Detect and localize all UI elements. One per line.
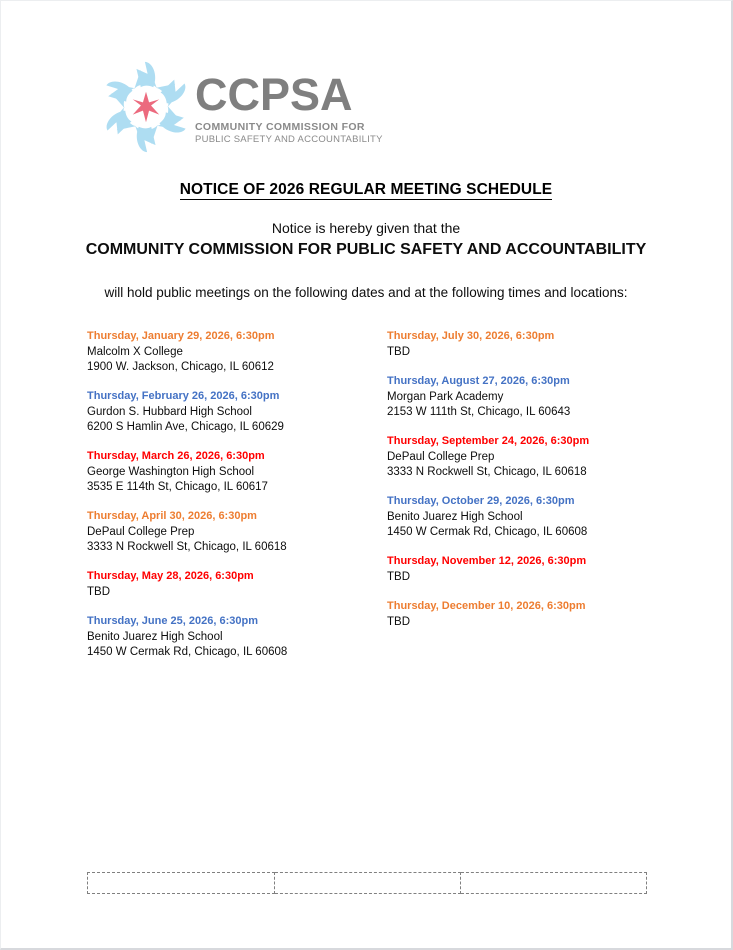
meeting-entry [87, 509, 387, 555]
meeting-date: Thursday, April 30, 2026, 6:30pm [87, 510, 257, 522]
meeting-address: 1900 W. Jackson, Chicago, IL 60612 [87, 361, 274, 373]
meeting-address: 1450 W Cermak Rd, Chicago, IL 60608 [87, 646, 288, 658]
meeting-address: 2153 W 111th St, Chicago, IL 60643 [387, 406, 571, 418]
meeting-venue: Gurdon S. Hubbard High School [87, 406, 252, 418]
meeting-date: Thursday, August 27, 2026, 6:30pm [387, 375, 570, 387]
meeting-entry [387, 374, 647, 420]
meeting-venue: TBD [387, 571, 410, 583]
meeting-venue: Morgan Park Academy [387, 391, 504, 403]
meeting-entry [87, 329, 387, 375]
meeting-venue: Benito Juarez High School [387, 511, 523, 523]
meeting-address: 3535 E 114th St, Chicago, IL 60617 [87, 481, 268, 493]
meeting-address: 1450 W Cermak Rd, Chicago, IL 60608 [387, 526, 588, 538]
meeting-entry [387, 494, 647, 540]
intro-line-2: will hold public meetings on the following dates and at the following times and locations: [104, 285, 628, 300]
meeting-entry [87, 614, 387, 660]
meeting-entry [87, 449, 387, 495]
meeting-entry [387, 434, 647, 480]
footer-cell-2[interactable] [274, 873, 460, 894]
meeting-entry [87, 569, 387, 600]
meeting-date: Thursday, May 28, 2026, 6:30pm [87, 570, 254, 582]
meeting-schedule [87, 329, 647, 674]
meeting-date: Thursday, January 29, 2026, 6:30pm [87, 330, 275, 342]
meeting-address: 6200 S Hamlin Ave, Chicago, IL 60629 [87, 421, 284, 433]
meeting-venue: George Washington High School [87, 466, 255, 478]
intro-line-1: Notice is hereby given that the [271, 220, 461, 236]
meeting-date: Thursday, July 30, 2026, 6:30pm [387, 330, 555, 342]
logo-subtitle-line2: PUBLIC SAFETY AND ACCOUNTABILITY [195, 133, 383, 145]
page-title-text: NOTICE OF 2026 REGULAR MEETING SCHEDULE [179, 181, 553, 198]
letterhead-logo-block [101, 61, 383, 153]
meeting-entry [387, 329, 647, 360]
meeting-venue: DePaul College Prep [387, 451, 495, 463]
meeting-date: Thursday, October 29, 2026, 6:30pm [387, 495, 575, 507]
meeting-entry [87, 389, 387, 435]
meeting-date: Thursday, June 25, 2026, 6:30pm [87, 615, 258, 627]
meeting-venue: TBD [87, 586, 110, 598]
ccpsa-starburst-logo-icon [101, 61, 191, 153]
meeting-venue: TBD [387, 346, 410, 358]
table-row [88, 873, 647, 894]
meeting-address: 3333 N Rockwell St, Chicago, IL 60618 [87, 541, 287, 553]
meeting-venue: Malcolm X College [87, 346, 183, 358]
logo-subtitle-line1: COMMUNITY COMMISSION FOR [195, 120, 365, 133]
meeting-entry [387, 554, 647, 585]
logo-wordmark [195, 69, 383, 144]
footer-table [87, 872, 647, 894]
meeting-venue: DePaul College Prep [87, 526, 195, 538]
meeting-venue: TBD [387, 616, 410, 628]
meeting-date: Thursday, March 26, 2026, 6:30pm [87, 450, 265, 462]
meeting-date: Thursday, November 12, 2026, 6:30pm [387, 555, 587, 567]
meeting-date: Thursday, February 26, 2026, 6:30pm [87, 390, 280, 402]
meeting-venue: Benito Juarez High School [87, 631, 223, 643]
intro-organization-name: COMMUNITY COMMISSION FOR PUBLIC SAFETY AND ACCOUNTABILITY [85, 241, 647, 258]
footer-cell-1[interactable] [88, 873, 275, 894]
page-title [1, 181, 731, 199]
footer-cell-3[interactable] [460, 873, 646, 894]
meeting-date: Thursday, December 10, 2026, 6:30pm [387, 600, 586, 612]
meeting-date: Thursday, September 24, 2026, 6:30pm [387, 435, 590, 447]
meeting-address: 3333 N Rockwell St, Chicago, IL 60618 [387, 466, 587, 478]
schedule-column-right [387, 329, 647, 674]
meeting-entry [387, 599, 647, 630]
schedule-column-left [87, 329, 387, 674]
logo-acronym: CCPSA [195, 69, 353, 121]
